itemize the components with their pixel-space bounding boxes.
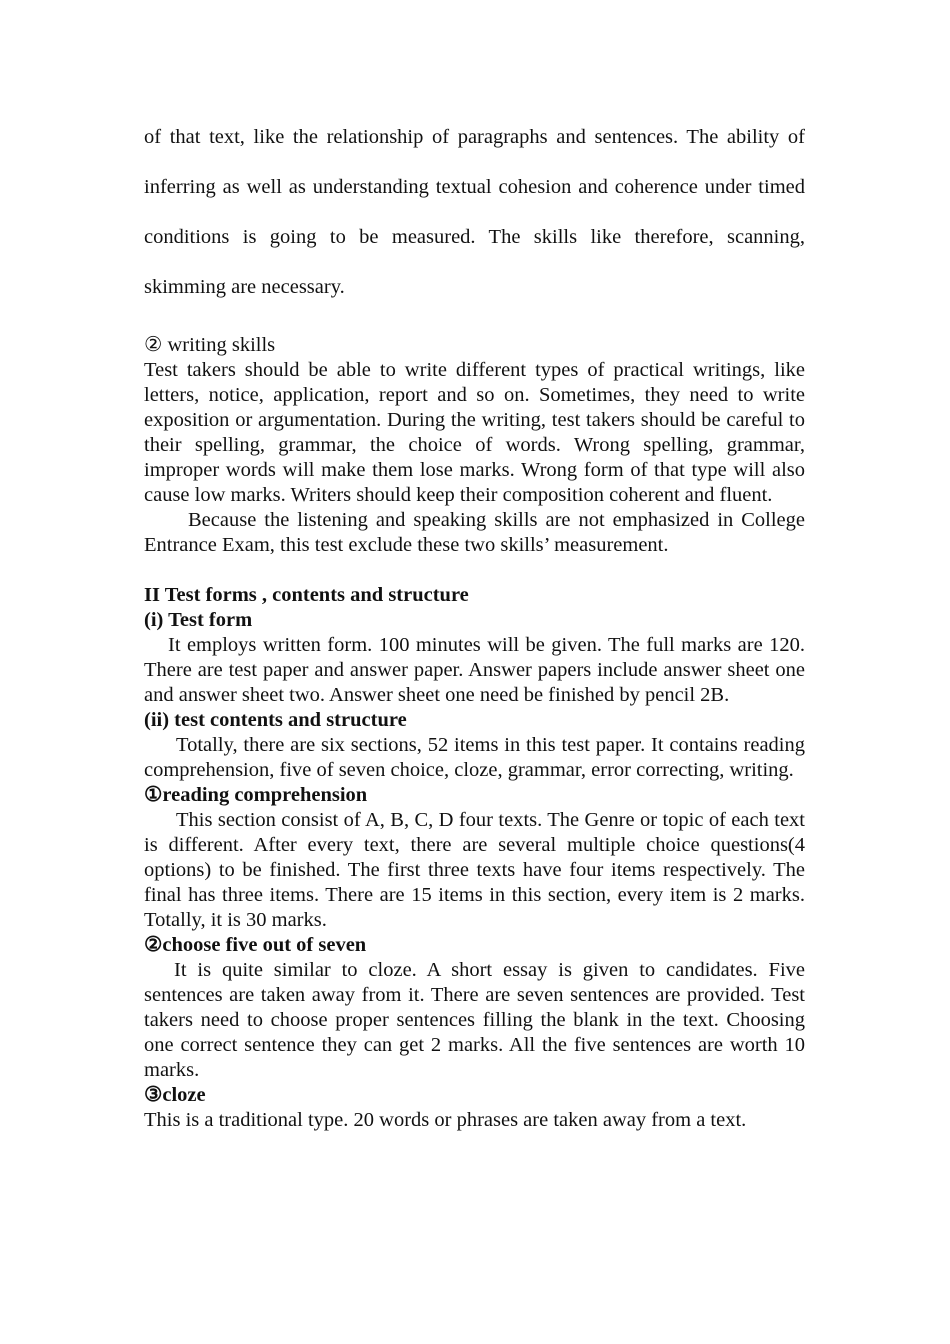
section-spacer: [144, 558, 805, 583]
cloze-paragraph: This is a traditional type. 20 words or phrases are taken away from a text.: [144, 1109, 747, 1131]
intro-paragraph: of that text, like the relationship of paragraphs and sentences. The ability of inferring as well as understanding textual cohesion and coherence under timed conditions is going to be measured. The skills like therefore, scanning, skimming are necessary.: [144, 126, 805, 298]
choose-five-heading: ②choose five out of seven: [144, 934, 367, 956]
document-body: [144, 333, 805, 1133]
writing-skills-paragraph: Test takers should be able to write different types of practical writings, like letters, notice, application, report and so on. Sometimes, they need to write exposition or argumentation. During the writing, test takers should be careful to their spelling, grammar, the choice of words. Wrong spelling, grammar, improper words will make them lose marks. Wrong form of that type will also cause low marks. Writers should keep their composition coherent and fluent.: [144, 359, 805, 506]
test-form-heading: (i) Test form: [144, 609, 253, 631]
listening-speaking-note: Because the listening and speaking skills are not emphasized in College Entrance Exam, this test exclude these two skills’ measurement.: [144, 509, 805, 556]
section-ii-heading: II Test forms , contents and structure: [144, 584, 469, 606]
reading-comprehension-paragraph: This section consist of A, B, C, D four texts. The Genre or topic of each text is different. After every text, there are several multiple choice questions(4 options) to be finished. The first three texts have four items respectively. The final has three items. There are 15 items in this section, every item is 2 marks. Totally, it is 30 marks.: [144, 809, 805, 931]
cloze-heading: ③cloze: [144, 1084, 206, 1106]
test-form-paragraph: It employs written form. 100 minutes will be given. The full marks are 120. There are test paper and answer paper. Answer papers include answer sheet one and answer sheet two. Answer sheet one need be finished by pencil 2B.: [144, 634, 805, 706]
test-contents-paragraph: Totally, there are six sections, 52 items in this test paper. It contains reading comprehension, five of seven choice, cloze, grammar, error correcting, writing.: [144, 734, 805, 781]
test-contents-heading: (ii) test contents and structure: [144, 709, 407, 731]
choose-five-paragraph: It is quite similar to cloze. A short essay is given to candidates. Five sentences are taken away from it. There are seven sentences are provided. Test takers need to choose proper sentences filling the blank in the text. Choosing one correct sentence they can get 2 marks. All the five sentences are worth 10 marks.: [144, 959, 805, 1081]
writing-skills-heading: ② writing skills: [144, 334, 276, 356]
reading-comprehension-heading: ①reading comprehension: [144, 784, 368, 806]
